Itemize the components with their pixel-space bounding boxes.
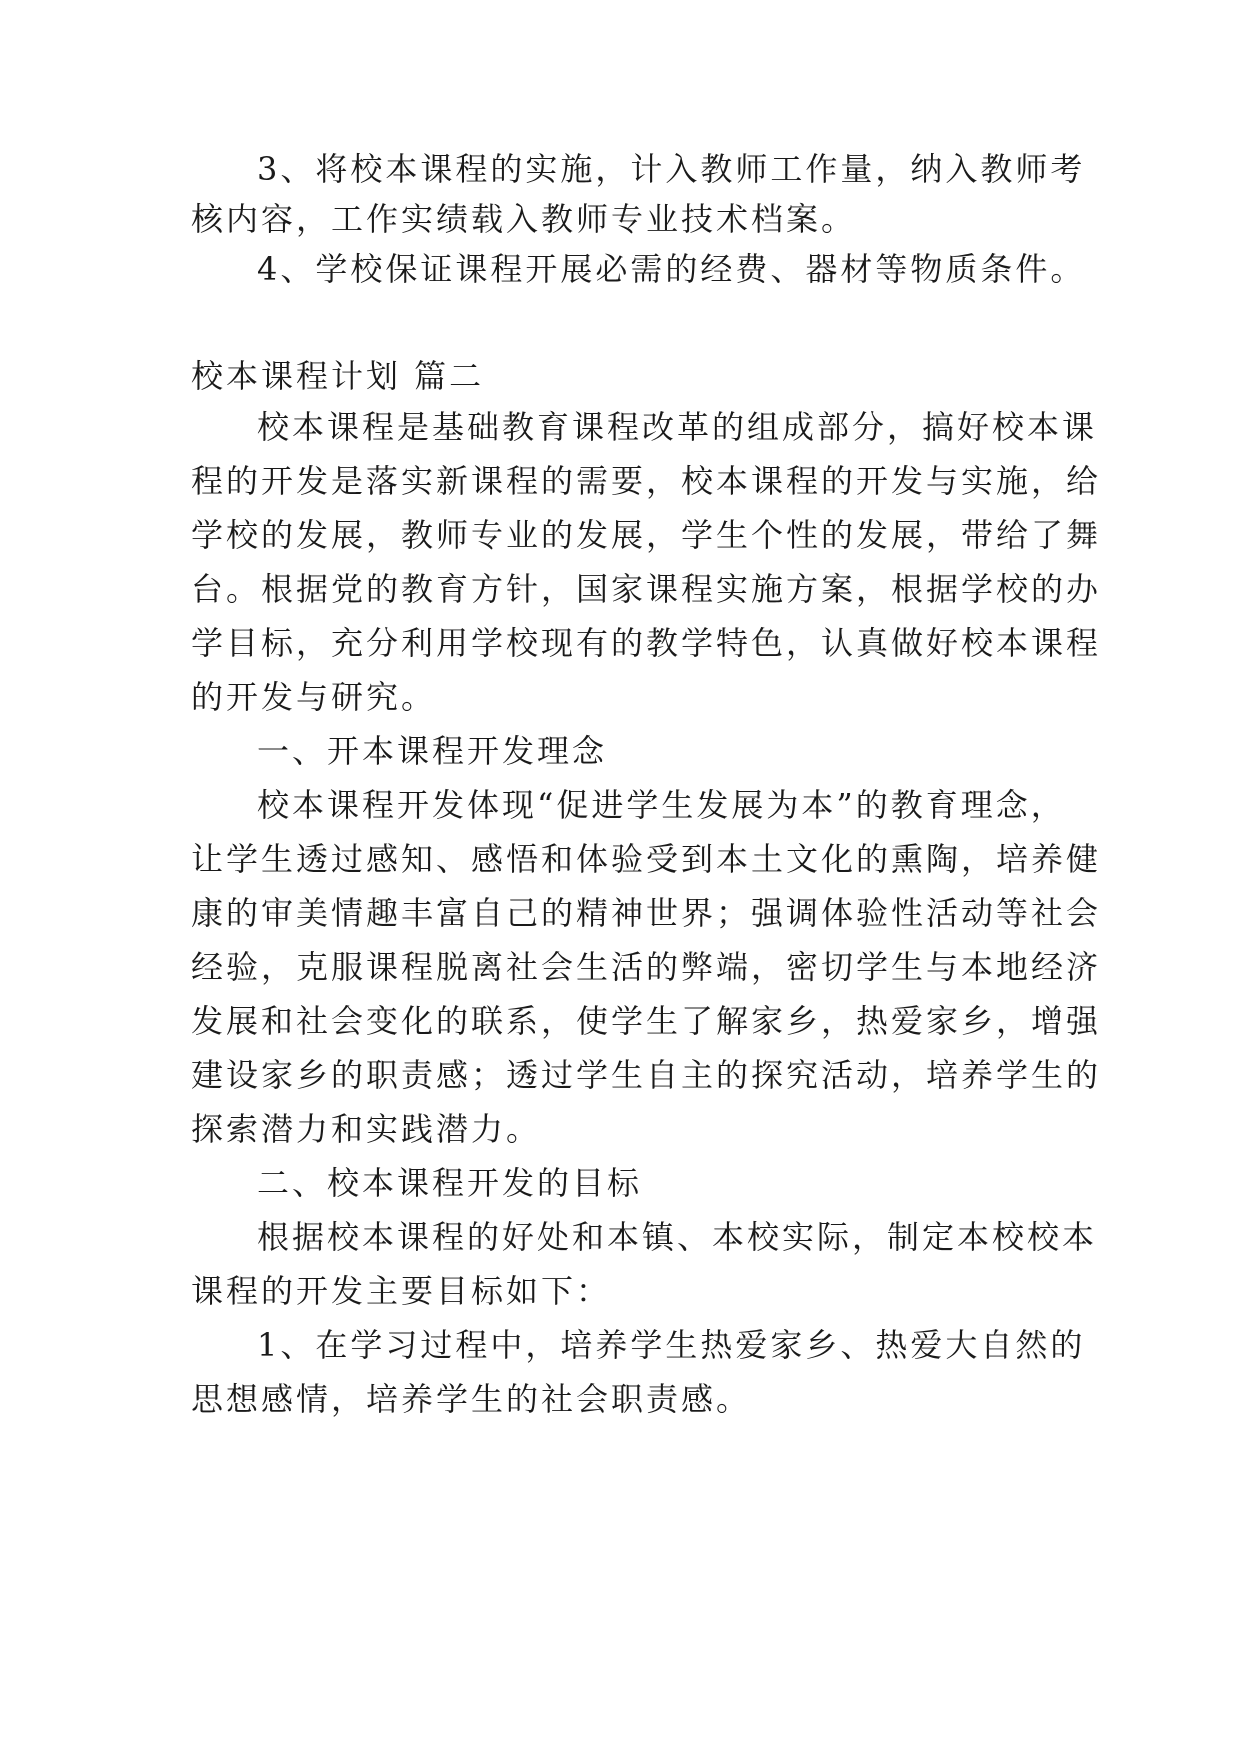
- concept-paragraph-line-5: 发展和社会变化的联系，使学生了解家乡，热爱家乡，增强: [191, 1002, 1102, 1040]
- goals-paragraph-line-1: 根据校本课程的好处和本镇、本校实际，制定本校校本: [257, 1218, 1098, 1256]
- subheading-goals: 二、校本课程开发的目标: [257, 1164, 643, 1202]
- paragraph-item-3-line-2: 核内容，工作实绩载入教师专业技术档案。: [191, 200, 857, 238]
- paragraph-item-3-line-1: 3、将校本课程的实施，计入教师工作量，纳入教师考: [257, 150, 1086, 188]
- concept-paragraph-line-3: 康的审美情趣丰富自己的精神世界；强调体验性活动等社会: [191, 894, 1102, 932]
- intro-paragraph-line-3: 学校的发展，教师专业的发展，学生个性的发展，带给了舞: [191, 516, 1102, 554]
- intro-paragraph-line-1: 校本课程是基础教育课程改革的组成部分，搞好校本课: [257, 408, 1098, 446]
- intro-paragraph-line-2: 程的开发是落实新课程的需要，校本课程的开发与实施，给: [191, 462, 1102, 500]
- goal-item-1-line-1: 1、在学习过程中，培养学生热爱家乡、热爱大自然的: [257, 1326, 1086, 1364]
- goals-paragraph-line-2: 课程的开发主要目标如下：: [191, 1272, 612, 1310]
- section-heading-part-two: 校本课程计划 篇二: [191, 357, 485, 395]
- goal-item-1-line-2: 思想感情，培养学生的社会职责感。: [191, 1380, 752, 1418]
- concept-paragraph-line-7: 探索潜力和实践潜力。: [191, 1110, 542, 1148]
- intro-paragraph-line-4: 台。根据党的教育方针，国家课程实施方案，根据学校的办: [191, 570, 1102, 608]
- paragraph-item-4: 4、学校保证课程开展必需的经费、器材等物质条件。: [257, 250, 1086, 288]
- subheading-concept: 一、开本课程开发理念: [257, 732, 608, 770]
- intro-paragraph-line-6: 的开发与研究。: [191, 678, 437, 716]
- concept-paragraph-line-1: 校本课程开发体现“促进学生发展为本”的教育理念，: [257, 786, 1066, 824]
- concept-paragraph-line-4: 经验，克服课程脱离社会生活的弊端，密切学生与本地经济: [191, 948, 1102, 986]
- intro-paragraph-line-5: 学目标，充分利用学校现有的教学特色，认真做好校本课程: [191, 624, 1102, 662]
- concept-paragraph-line-2: 让学生透过感知、感悟和体验受到本土文化的熏陶，培养健: [191, 840, 1102, 878]
- concept-paragraph-line-6: 建设家乡的职责感；透过学生自主的探究活动，培养学生的: [191, 1056, 1102, 1094]
